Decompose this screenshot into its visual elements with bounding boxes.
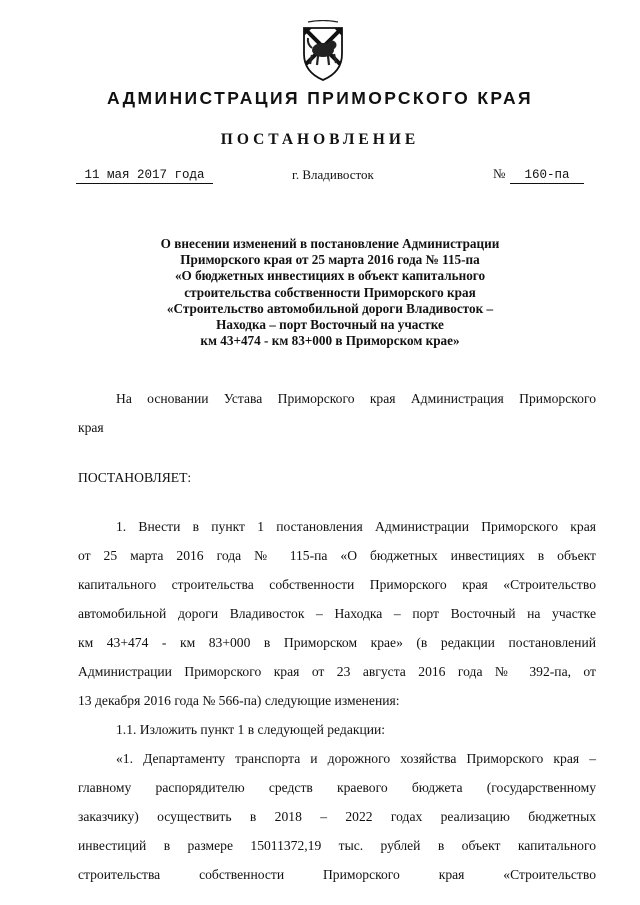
paragraph-1 xyxy=(78,512,596,715)
paragraph-line: заказчику) осуществить в 2018 – 2022 годах реализацию бюджетных xyxy=(78,809,596,824)
paragraph-line: На основании Устава Приморского края Администрация Приморского xyxy=(116,391,596,406)
document-city: г. Владивосток xyxy=(292,167,374,182)
title-line: О внесении изменений в постановление Администрации xyxy=(160,236,500,251)
paragraph-line: капитального строительства собственности Приморского края «Строительство xyxy=(78,577,596,592)
document-type: ПОСТАНОВЛЕНИЕ xyxy=(220,131,420,148)
paragraph-1-1 xyxy=(78,715,596,744)
paragraph-line: 13 декабря 2016 года № 566-па) следующие изменения: xyxy=(78,693,400,708)
title-line: «О бюджетных инвестициях в объект капитального xyxy=(174,268,486,284)
coat-of-arms-icon xyxy=(298,20,348,82)
paragraph-line: от 25 марта 2016 года № 115-па «О бюджетных инвестициях в объект xyxy=(78,548,596,563)
document-title xyxy=(100,236,560,349)
paragraph-line: «1. Департаменту транспорта и дорожного хозяйства Приморского края – xyxy=(116,751,596,766)
title-line: «Строительство автомобильной дороги Владивосток – xyxy=(166,300,494,316)
title-line: строительства собственности Приморского края xyxy=(184,284,476,300)
basis-paragraph xyxy=(78,384,596,442)
number-sign: № xyxy=(493,166,506,181)
document-date: 11 мая 2017 года xyxy=(76,168,213,184)
paragraph-line: Администрации Приморского края от 23 августа 2016 года № 392-па, от xyxy=(78,664,596,679)
paragraph-line: автомобильной дороги Владивосток – Находка – порт Восточный на участке xyxy=(78,606,596,621)
paragraph-line: края xyxy=(78,420,104,435)
title-line: км 43+474 - км 83+000 в Приморском крае» xyxy=(200,333,460,349)
paragraph-line: 1. Внести в пункт 1 постановления Администрации Приморского края xyxy=(116,519,596,534)
paragraph-line: инвестиций в размере 15011372,19 тыс. рублей в объект капитального xyxy=(78,838,596,853)
paragraph-line: главному распорядителю средств краевого бюджета (государственному xyxy=(78,780,596,795)
document-number: 160-па xyxy=(510,168,584,184)
resolves-heading: ПОСТАНОВЛЯЕТ: xyxy=(78,470,192,485)
paragraph-line: строительства собственности Приморского края «Строительство xyxy=(78,867,596,882)
paragraph-1-2 xyxy=(78,744,596,889)
organization-name: АДМИНИСТРАЦИЯ ПРИМОРСКОГО КРАЯ xyxy=(107,88,533,108)
title-line: Находка – порт Восточный на участке xyxy=(216,317,444,333)
title-line: Приморского края от 25 марта 2016 года № 115-па xyxy=(180,252,480,268)
paragraph-line: км 43+474 - км 83+000 в Приморском крае» (в редакции постановлений xyxy=(78,635,596,650)
paragraph-line: 1.1. Изложить пункт 1 в следующей редакции: xyxy=(116,722,386,737)
